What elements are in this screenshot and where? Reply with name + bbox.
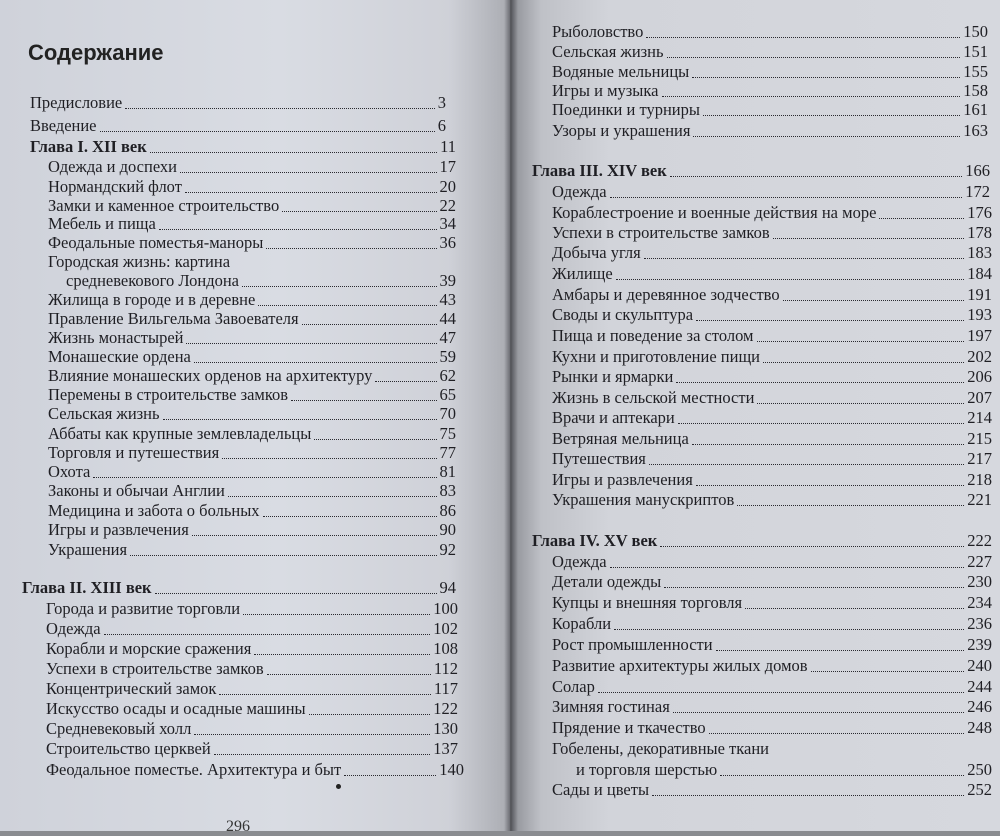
toc-entry-title: Гобелены, декоративные ткани xyxy=(552,739,770,758)
toc-entry xyxy=(48,214,456,234)
dot-leader xyxy=(678,422,964,424)
dot-leader xyxy=(696,484,964,486)
dot-leader xyxy=(159,228,437,230)
toc-entry-title: Одежда и доспехи xyxy=(48,157,178,176)
toc-entry-page: 172 xyxy=(965,182,990,201)
dot-leader xyxy=(282,210,436,212)
toc-entry-title: Развитие архитектуры жилых домов xyxy=(552,656,808,675)
toc-entry xyxy=(48,385,456,405)
dot-leader xyxy=(745,607,964,609)
dot-leader xyxy=(670,175,962,177)
dot-leader xyxy=(263,515,437,517)
toc-entry xyxy=(46,699,458,719)
toc-entry-page: 102 xyxy=(433,619,458,638)
toc-entry-title: Рынки и ярмарки xyxy=(552,367,674,386)
dot-leader xyxy=(598,691,964,693)
dot-leader xyxy=(163,418,437,420)
toc-entry-title: Корабли xyxy=(552,614,612,633)
dot-leader xyxy=(716,649,965,651)
dot-leader xyxy=(649,463,964,465)
toc-entry xyxy=(48,520,456,540)
toc-entry xyxy=(30,116,446,136)
toc-entry-title: Одежда xyxy=(552,552,607,571)
toc-entry xyxy=(552,429,992,449)
toc-entry xyxy=(30,93,446,113)
toc-entry-page: 100 xyxy=(433,599,458,618)
dot-leader xyxy=(703,114,960,116)
dot-leader xyxy=(258,304,436,306)
toc-entry xyxy=(48,424,456,444)
toc-entry-title: Сельская жизнь xyxy=(48,404,160,423)
toc-entry-page: 178 xyxy=(967,223,992,242)
toc-entry-title: Корабли и морские сражения xyxy=(46,639,252,658)
dot-leader xyxy=(214,753,431,755)
toc-entry-page: 246 xyxy=(967,697,992,716)
toc-entry-title: Врачи и аптекари xyxy=(552,408,675,427)
toc-entry xyxy=(48,462,456,482)
toc-entry-page: 20 xyxy=(439,177,456,196)
toc-entry-page: 70 xyxy=(439,404,456,423)
toc-entry xyxy=(552,470,992,490)
toc-entry xyxy=(46,760,464,780)
toc-chapter-title: Глава I. XII век xyxy=(30,137,147,156)
toc-entry-title: Правление Вильгельма Завоевателя xyxy=(48,309,299,328)
dot-leader xyxy=(150,151,437,153)
toc-entry-page: 222 xyxy=(967,531,992,550)
toc-entry-title: Успехи в строительстве замков xyxy=(552,223,770,242)
toc-entry-page: 65 xyxy=(439,385,456,404)
dot-leader xyxy=(130,554,436,556)
toc-entry-title: Городская жизнь: картина xyxy=(48,252,231,271)
dot-leader xyxy=(662,95,961,97)
dot-leader xyxy=(93,476,436,478)
toc-entry xyxy=(552,100,988,120)
toc-entry-page: 214 xyxy=(967,408,992,427)
toc-entry-page: 215 xyxy=(967,429,992,448)
toc-entry xyxy=(552,203,992,223)
dot-leader xyxy=(610,196,963,198)
toc-entry-page: 240 xyxy=(967,656,992,675)
dot-leader xyxy=(811,670,965,672)
toc-entry-page: 77 xyxy=(439,443,456,462)
dot-leader xyxy=(243,613,430,615)
dot-leader xyxy=(720,774,964,776)
toc-entry xyxy=(552,367,992,387)
dot-leader xyxy=(614,628,964,630)
toc-entry-title: Торговля и путешествия xyxy=(48,443,220,462)
toc-entry-title: Украшения манускриптов xyxy=(552,490,735,509)
dot-leader xyxy=(696,319,964,321)
toc-entry-title: Замки и каменное строительство xyxy=(48,196,280,215)
toc-entry-title: Игры и музыка xyxy=(552,81,659,100)
toc-entry-page: 236 xyxy=(967,614,992,633)
toc-entry-title: Средневековый холл xyxy=(46,719,192,738)
toc-entry-title: Пища и поведение за столом xyxy=(552,326,754,345)
toc-entry-page: 112 xyxy=(433,659,458,678)
toc-entry xyxy=(46,619,458,639)
dot-leader xyxy=(314,438,436,440)
toc-entry-page: 17 xyxy=(439,157,456,176)
toc-entry-title: Купцы и внешняя торговля xyxy=(552,593,743,612)
toc-entry xyxy=(552,697,992,717)
dot-leader xyxy=(266,247,436,249)
dot-leader xyxy=(375,380,436,382)
toc-entry-page: 44 xyxy=(439,309,456,328)
toc-entry-page: 75 xyxy=(439,424,456,443)
toc-entry-page: 83 xyxy=(439,481,456,500)
toc-entry-title: Жилище xyxy=(552,264,613,283)
toc-entry-title: Детали одежды xyxy=(552,572,662,591)
toc-entry-page: 43 xyxy=(439,290,456,309)
toc-entry-title: Мебель и пища xyxy=(48,214,156,233)
toc-entry-page: 207 xyxy=(967,388,992,407)
toc-entry-page: 151 xyxy=(963,42,988,61)
toc-entry xyxy=(48,481,456,501)
toc-entry xyxy=(46,639,458,659)
toc-chapter-title: Глава II. XIII век xyxy=(22,578,152,597)
toc-entry-title: Строительство церквей xyxy=(46,739,211,758)
toc-entry-page: 39 xyxy=(439,271,456,290)
dot-leader xyxy=(879,217,964,219)
toc-entry-page: 191 xyxy=(967,285,992,304)
toc-entry-title: Путешествия xyxy=(552,449,646,468)
toc-entry xyxy=(552,449,992,469)
toc-entry xyxy=(48,309,456,329)
toc-entry-page: 86 xyxy=(439,501,456,520)
toc-entry-page: 183 xyxy=(967,243,992,262)
toc-entry-page: 130 xyxy=(433,719,458,738)
toc-entry-title: Игры и развлечения xyxy=(48,520,189,539)
toc-entry xyxy=(552,22,988,42)
toc-entry-title: Концентрический замок xyxy=(46,679,217,698)
toc-entry-title: Нормандский флот xyxy=(48,177,182,196)
toc-entry-title: Узоры и украшения xyxy=(552,121,691,140)
toc-entry xyxy=(552,121,988,141)
toc-entry-page: 94 xyxy=(439,578,456,597)
dot-leader xyxy=(692,76,960,78)
toc-entry-title: Ветряная мельница xyxy=(552,429,689,448)
dot-leader xyxy=(673,711,964,713)
toc-entry-title: Перемены в строительстве замков xyxy=(48,385,289,404)
dot-leader xyxy=(194,733,430,735)
toc-entry xyxy=(48,157,456,177)
dot-leader xyxy=(709,732,965,734)
dot-leader xyxy=(254,653,430,655)
toc-chapter-title: Глава III. XIV век xyxy=(532,161,667,180)
dot-leader xyxy=(676,381,964,383)
toc-entry xyxy=(46,719,458,739)
toc-entry-page: 163 xyxy=(963,121,988,140)
toc-entry-title: и торговля шерстью xyxy=(576,760,718,779)
dot-leader xyxy=(228,495,437,497)
toc-entry-title: Города и развитие торговли xyxy=(46,599,241,618)
toc-entry-page: 234 xyxy=(967,593,992,612)
toc-entry-page: 22 xyxy=(439,196,456,215)
toc-entry-page: 244 xyxy=(967,677,992,696)
dot-leader xyxy=(757,402,964,404)
dot-leader xyxy=(616,278,965,280)
toc-entry-page: 193 xyxy=(967,305,992,324)
dot-leader xyxy=(180,171,436,173)
toc-entry xyxy=(552,42,988,62)
toc-entry xyxy=(552,593,992,613)
toc-chapter xyxy=(30,137,456,157)
dot-leader xyxy=(125,107,435,109)
dot-leader xyxy=(773,237,965,239)
toc-entry-page: 158 xyxy=(963,81,988,100)
toc-entry-page: 62 xyxy=(439,366,456,385)
toc-entry-title: Солар xyxy=(552,677,595,696)
toc-entry xyxy=(66,271,456,291)
toc-entry xyxy=(48,443,456,463)
book-gutter xyxy=(504,0,518,831)
toc-entry xyxy=(552,62,988,82)
toc-entry xyxy=(552,572,992,592)
dot-leader xyxy=(267,673,431,675)
toc-entry xyxy=(552,718,992,738)
toc-entry xyxy=(552,264,992,284)
toc-entry-title: Феодальные поместья-маноры xyxy=(48,233,264,252)
toc-chapter xyxy=(532,531,992,551)
toc-entry-page: 150 xyxy=(963,22,988,41)
toc-entry xyxy=(48,540,456,560)
toc-entry-title: средневекового Лондона xyxy=(66,271,239,290)
toc-entry xyxy=(552,408,992,428)
toc-entry-title: Влияние монашеских орденов на архитектуру xyxy=(48,366,373,385)
toc-entry xyxy=(48,177,456,197)
toc-entry xyxy=(48,290,456,310)
dot-leader xyxy=(194,361,437,363)
dot-leader xyxy=(667,56,961,58)
dot-leader xyxy=(155,592,437,594)
dot-leader xyxy=(646,36,960,38)
dot-leader xyxy=(757,340,965,342)
toc-entry-title: Успехи в строительстве замков xyxy=(46,659,264,678)
toc-entry xyxy=(48,233,456,253)
dot-leader xyxy=(652,794,964,796)
toc-entry xyxy=(46,739,458,759)
toc-entry-page: 176 xyxy=(967,203,992,222)
page-number: 296 xyxy=(226,818,250,835)
toc-entry-page: 197 xyxy=(967,326,992,345)
toc-entry-title: Амбары и деревянное зодчество xyxy=(552,285,780,304)
toc-entry-page: 230 xyxy=(967,572,992,591)
toc-entry-page: 250 xyxy=(967,760,992,779)
toc-entry-title: Кораблестроение и военные действия на море xyxy=(552,203,877,222)
toc-entry-page: 239 xyxy=(967,635,992,654)
toc-entry-page: 90 xyxy=(439,520,456,539)
toc-entry-title: Феодальное поместье. Архитектура и быт xyxy=(46,760,342,779)
toc-entry-title: Добыча угля xyxy=(552,243,641,262)
toc-entry-title: Искусство осады и осадные машины xyxy=(46,699,306,718)
toc-entry-page: 3 xyxy=(437,93,446,112)
toc-chapter xyxy=(532,161,990,181)
toc-entry-title: Кухни и приготовление пищи xyxy=(552,347,760,366)
dot-leader xyxy=(692,443,964,445)
toc-entry-title: Монашеские ордена xyxy=(48,347,191,366)
dot-leader xyxy=(219,693,430,695)
toc-entry xyxy=(48,404,456,424)
dot-leader xyxy=(185,191,437,193)
dot-leader xyxy=(291,399,436,401)
toc-entry xyxy=(552,81,988,101)
toc-entry-title: Аббаты как крупные землевладельцы xyxy=(48,424,312,443)
toc-entry xyxy=(552,614,992,634)
toc-entry xyxy=(48,501,456,521)
toc-entry xyxy=(552,243,992,263)
toc-entry-title: Сельская жизнь xyxy=(552,42,664,61)
ink-speck xyxy=(336,784,341,789)
toc-entry-page: 248 xyxy=(967,718,992,737)
toc-entry-page: 92 xyxy=(439,540,456,559)
dot-leader xyxy=(242,285,437,287)
toc-entry-title: Поединки и турниры xyxy=(552,100,700,119)
toc-heading: Содержание xyxy=(28,40,164,65)
toc-entry-page: 206 xyxy=(967,367,992,386)
toc-entry xyxy=(48,366,456,386)
toc-entry-title: Украшения xyxy=(48,540,128,559)
toc-entry-title: Своды и скульптура xyxy=(552,305,694,324)
toc-entry-page: 47 xyxy=(439,328,456,347)
toc-entry-page: 252 xyxy=(967,780,992,799)
toc-entry-title: Жилища в городе и в деревне xyxy=(48,290,256,309)
toc-entry xyxy=(552,780,992,800)
toc-entry xyxy=(552,285,992,305)
toc-entry-title: Рыболовство xyxy=(552,22,644,41)
toc-entry-page: 166 xyxy=(965,161,990,180)
toc-entry-page: 218 xyxy=(967,470,992,489)
toc-entry xyxy=(552,677,992,697)
toc-entry-page: 59 xyxy=(439,347,456,366)
toc-entry-page: 155 xyxy=(963,62,988,81)
toc-entry xyxy=(48,328,456,348)
toc-entry xyxy=(552,326,992,346)
dot-leader xyxy=(104,633,431,635)
dot-leader xyxy=(660,545,964,547)
dot-leader xyxy=(644,257,965,259)
dot-leader xyxy=(737,504,964,506)
toc-entry xyxy=(576,760,992,780)
toc-entry-title: Одежда xyxy=(552,182,607,201)
dot-leader xyxy=(693,135,960,137)
toc-entry-title: Сады и цветы xyxy=(552,780,650,799)
toc-entry-title: Зимняя гостиная xyxy=(552,697,670,716)
toc-entry-page: 36 xyxy=(439,233,456,252)
toc-chapter-title: Глава IV. XV век xyxy=(532,531,658,550)
toc-entry-page: 81 xyxy=(439,462,456,481)
dot-leader xyxy=(192,534,437,536)
toc-entry-title: Одежда xyxy=(46,619,101,638)
toc-entry-page: 34 xyxy=(439,214,456,233)
toc-entry-page: 221 xyxy=(967,490,992,509)
dot-leader xyxy=(783,299,965,301)
toc-entry-title: Водяные мельницы xyxy=(552,62,690,81)
toc-entry xyxy=(48,347,456,367)
dot-leader xyxy=(309,713,431,715)
dot-leader xyxy=(664,586,964,588)
toc-entry-title: Предисловие xyxy=(30,93,123,112)
toc-entry-title: Охота xyxy=(48,462,91,481)
toc-entry-page: 140 xyxy=(439,760,464,779)
toc-entry-title: Рост промышленности xyxy=(552,635,713,654)
toc-entry-title: Прядение и ткачество xyxy=(552,718,706,737)
toc-entry-page: 6 xyxy=(437,116,446,135)
toc-entry-page: 184 xyxy=(967,264,992,283)
dot-leader xyxy=(302,323,437,325)
toc-entry xyxy=(552,388,992,408)
toc-entry-page: 122 xyxy=(433,699,458,718)
toc-entry-page: 227 xyxy=(967,552,992,571)
toc-entry-page: 108 xyxy=(433,639,458,658)
toc-chapter xyxy=(22,578,456,598)
dot-leader xyxy=(344,774,436,776)
toc-entry-title: Медицина и забота о больных xyxy=(48,501,260,520)
dot-leader xyxy=(100,130,435,132)
dot-leader xyxy=(222,457,436,459)
toc-entry xyxy=(46,659,458,679)
toc-entry xyxy=(552,656,992,676)
toc-entry xyxy=(48,196,456,216)
toc-entry xyxy=(46,679,458,699)
toc-entry xyxy=(552,635,992,655)
toc-entry xyxy=(552,347,992,367)
toc-entry xyxy=(552,490,992,510)
toc-entry-title: Жизнь монастырей xyxy=(48,328,184,347)
toc-entry-page: 161 xyxy=(963,100,988,119)
toc-entry-title: Введение xyxy=(30,116,97,135)
toc-entry-page: 217 xyxy=(967,449,992,468)
toc-entry-page: 137 xyxy=(433,739,458,758)
dot-leader xyxy=(610,566,965,568)
toc-entry-page: 117 xyxy=(433,679,458,698)
toc-entry-title: Игры и развлечения xyxy=(552,470,693,489)
toc-entry-page: 202 xyxy=(967,347,992,366)
toc-entry xyxy=(46,599,458,619)
toc-entry-title: Жизнь в сельской местности xyxy=(552,388,755,407)
toc-entry xyxy=(552,182,990,202)
dot-leader xyxy=(763,361,964,363)
toc-entry xyxy=(552,305,992,325)
toc-entry-title: Законы и обычаи Англии xyxy=(48,481,225,500)
toc-entry-page: 11 xyxy=(440,137,456,156)
toc-entry xyxy=(552,223,992,243)
dot-leader xyxy=(186,342,436,344)
toc-entry xyxy=(552,552,992,572)
